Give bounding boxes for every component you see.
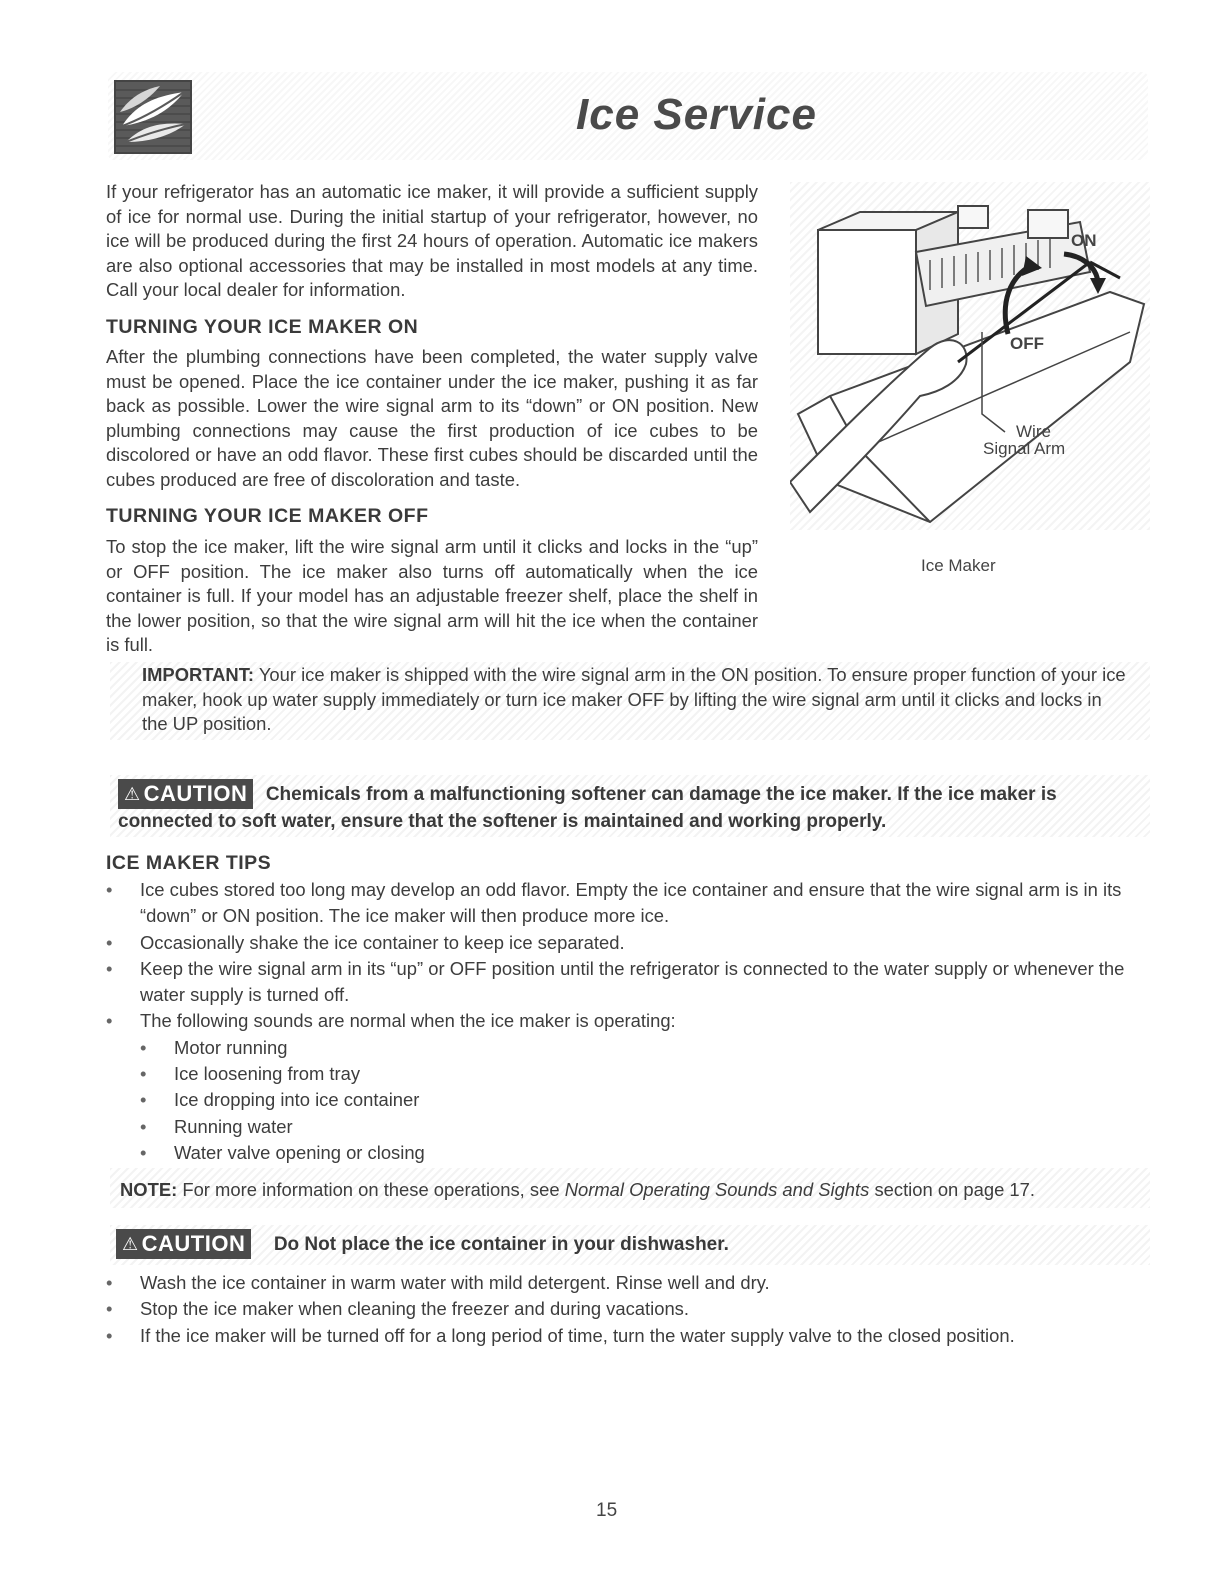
important-label: IMPORTANT: xyxy=(142,664,255,685)
important-note xyxy=(142,663,1132,737)
figure-label-signal-arm: Signal Arm xyxy=(983,439,1066,458)
caution-note-2 xyxy=(116,1229,1136,1261)
note-text-after: section on page 17. xyxy=(874,1179,1035,1200)
caution-badge-label-1: CAUTION xyxy=(143,781,248,806)
important-text: Your ice maker is shipped with the wire signal arm in the ON position. To ensure proper function of your ice maker, hook up water supply immediately or turn ice maker OFF by lifting the wire signal arm until it clicks and locks in the UP position. xyxy=(142,664,1126,734)
tips-item: • Occasionally shake the ice container to keep ice separated. xyxy=(106,930,1146,956)
warning-triangle-icon: ⚠ xyxy=(122,1234,139,1254)
caution-badge-label-2: CAUTION xyxy=(141,1231,246,1256)
tips-item: • Keep the wire signal arm in its “up” or OFF position until the refrigerator is connected to the water supply or whenever the water supply is turned off. xyxy=(106,956,1146,1009)
caution-badge-1 xyxy=(118,779,253,809)
tips-item: • The following sounds are normal when the ice maker is operating: xyxy=(106,1008,1146,1034)
figure-label-on: ON xyxy=(1071,231,1097,250)
ice-leaves-icon xyxy=(114,80,192,154)
section-off-heading: TURNING YOUR ICE MAKER OFF xyxy=(106,505,429,527)
ice-leaves-icon-graphic xyxy=(116,82,190,152)
warning-triangle-icon: ⚠ xyxy=(124,784,141,804)
figure-label-wire: Wire xyxy=(1016,422,1051,441)
caution-badge-2 xyxy=(116,1229,251,1259)
tips-list-container xyxy=(106,877,1146,1166)
cleaning-item: • If the ice maker will be turned off for a long period of time, turn the water supply valve to the closed position. xyxy=(106,1323,1146,1349)
note xyxy=(120,1178,1140,1203)
tips-heading: ICE MAKER TIPS xyxy=(106,852,272,874)
page-title: Ice Service xyxy=(576,90,817,139)
cleaning-list-container xyxy=(106,1270,1146,1349)
caution-text-1: Chemicals from a malfunctioning softener can damage the ice maker. If the ice maker is connected to soft water, ensure that the softener is maintained and working properly. xyxy=(118,784,1057,832)
cleaning-item: • Wash the ice container in warm water with mild detergent. Rinse well and dry. xyxy=(106,1270,1146,1296)
sounds-list xyxy=(140,1035,1146,1166)
sound-item: • Running water xyxy=(140,1114,1146,1140)
cleaning-item: • Stop the ice maker when cleaning the freezer and during vacations. xyxy=(106,1296,1146,1322)
page-number: 15 xyxy=(596,1500,618,1521)
sound-item: • Water valve opening or closing xyxy=(140,1140,1146,1166)
caution-note-1 xyxy=(118,779,1138,836)
note-reference: Normal Operating Sounds and Sights xyxy=(564,1179,870,1200)
figure-caption: Ice Maker xyxy=(921,556,996,575)
cleaning-list xyxy=(106,1270,1146,1349)
section-on-heading: TURNING YOUR ICE MAKER ON xyxy=(106,316,419,338)
tips-list xyxy=(106,877,1146,1035)
tips-item: • Ice cubes stored too long may develop an odd flavor. Empty the ice container and ensure that the wire signal arm is in its “down” or ON position. The ice maker will then produce more ice. xyxy=(106,877,1146,930)
sound-item: • Motor running xyxy=(140,1035,1146,1061)
intro-paragraph: If your refrigerator has an automatic ice maker, it will provide a sufficient supply of ice for normal use. During the initial startup of your refrigerator, however, no ice will be produced during the first 24 hours of operation. Automatic ice makers are also optional accessories that may be installed in most models at any time. Call your local dealer for information. xyxy=(106,181,758,300)
sound-item: • Ice loosening from tray xyxy=(140,1061,1146,1087)
sound-item: • Ice dropping into ice container xyxy=(140,1087,1146,1113)
caution-text-2: Do Not place the ice container in your dishwasher. xyxy=(273,1234,729,1255)
section-on-body: After the plumbing connections have been completed, the water supply valve must be opened. Place the ice container under the ice maker, pushing it as far back as possible. Lower the wire signal arm to its “down” or ON position. New plumbing connections may cause the first production of ice cubes to be discolored or have an odd flavor. These first cubes should be discarded until the cubes produced are free of discoloration and taste. xyxy=(106,346,758,490)
section-off-body: To stop the ice maker, lift the wire signal arm until it clicks and locks in the “up” or OFF position. The ice maker also turns off automatically when the ice container is full. If your model has an adjustable freezer shelf, place the shelf in the lower position, so that the wire signal arm will hit the ice when the container is full. xyxy=(106,536,758,655)
note-text-before: For more information on these operations, see xyxy=(182,1179,560,1200)
figure-label-off: OFF xyxy=(1010,334,1044,353)
note-label: NOTE: xyxy=(120,1179,178,1200)
